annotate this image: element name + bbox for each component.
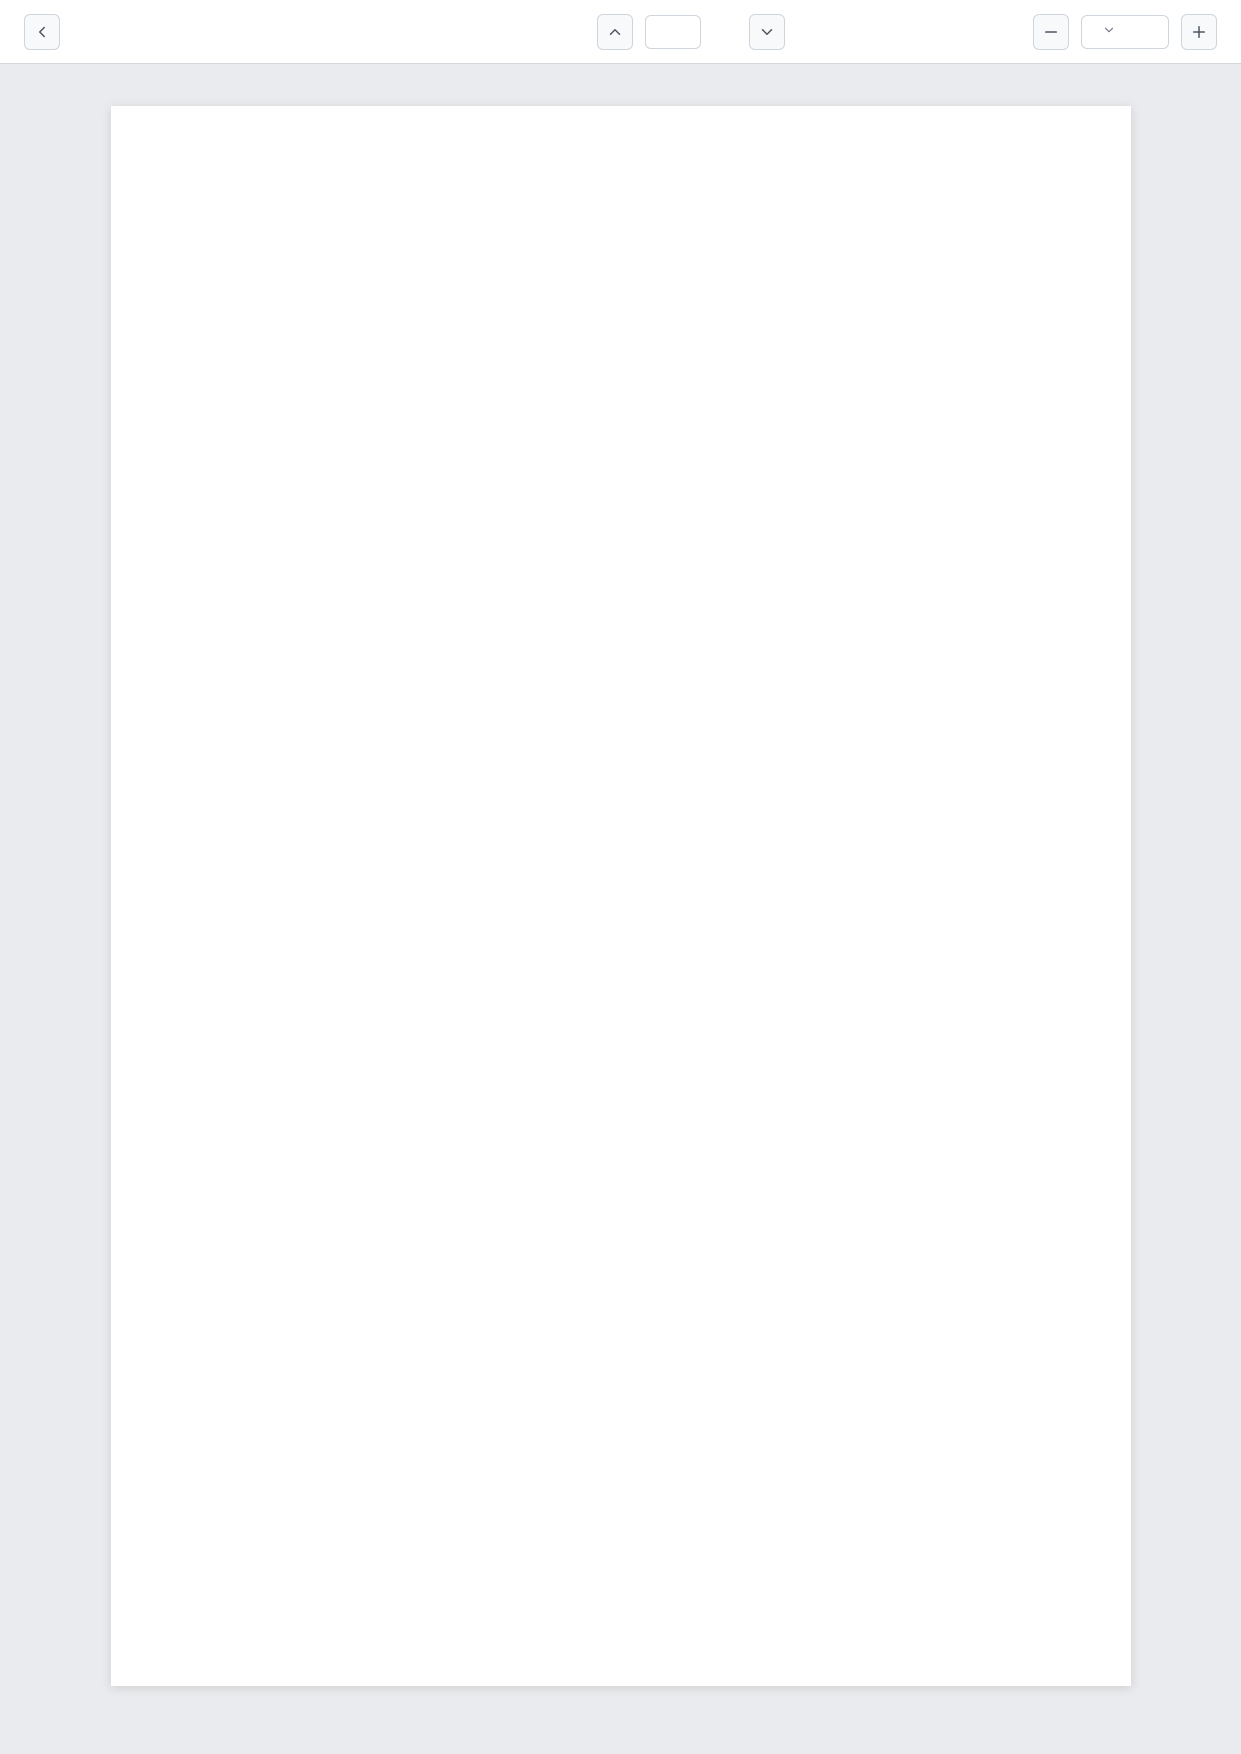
- zoom-in-button[interactable]: [1181, 14, 1217, 50]
- back-button[interactable]: [24, 14, 60, 50]
- document-canvas: [0, 64, 1241, 1754]
- previous-page-button[interactable]: [597, 14, 633, 50]
- chevron-up-icon: [606, 23, 624, 41]
- page-content-area: [207, 202, 1035, 1590]
- toolbar-left: [24, 14, 384, 50]
- minus-icon: [1042, 23, 1060, 41]
- plus-icon: [1190, 23, 1208, 41]
- current-page-input[interactable]: [645, 15, 701, 49]
- document-page: [111, 106, 1131, 1686]
- zoom-controls: [997, 14, 1217, 50]
- zoom-dropdown[interactable]: [1081, 15, 1169, 49]
- viewer-toolbar: [0, 0, 1241, 64]
- page-navigation: [597, 14, 785, 50]
- chevron-down-icon: [758, 23, 776, 41]
- page-body-text: [207, 202, 1035, 1590]
- arrow-left-icon: [33, 23, 51, 41]
- zoom-out-button[interactable]: [1033, 14, 1069, 50]
- next-page-button[interactable]: [749, 14, 785, 50]
- chevron-down-icon: [1102, 23, 1116, 41]
